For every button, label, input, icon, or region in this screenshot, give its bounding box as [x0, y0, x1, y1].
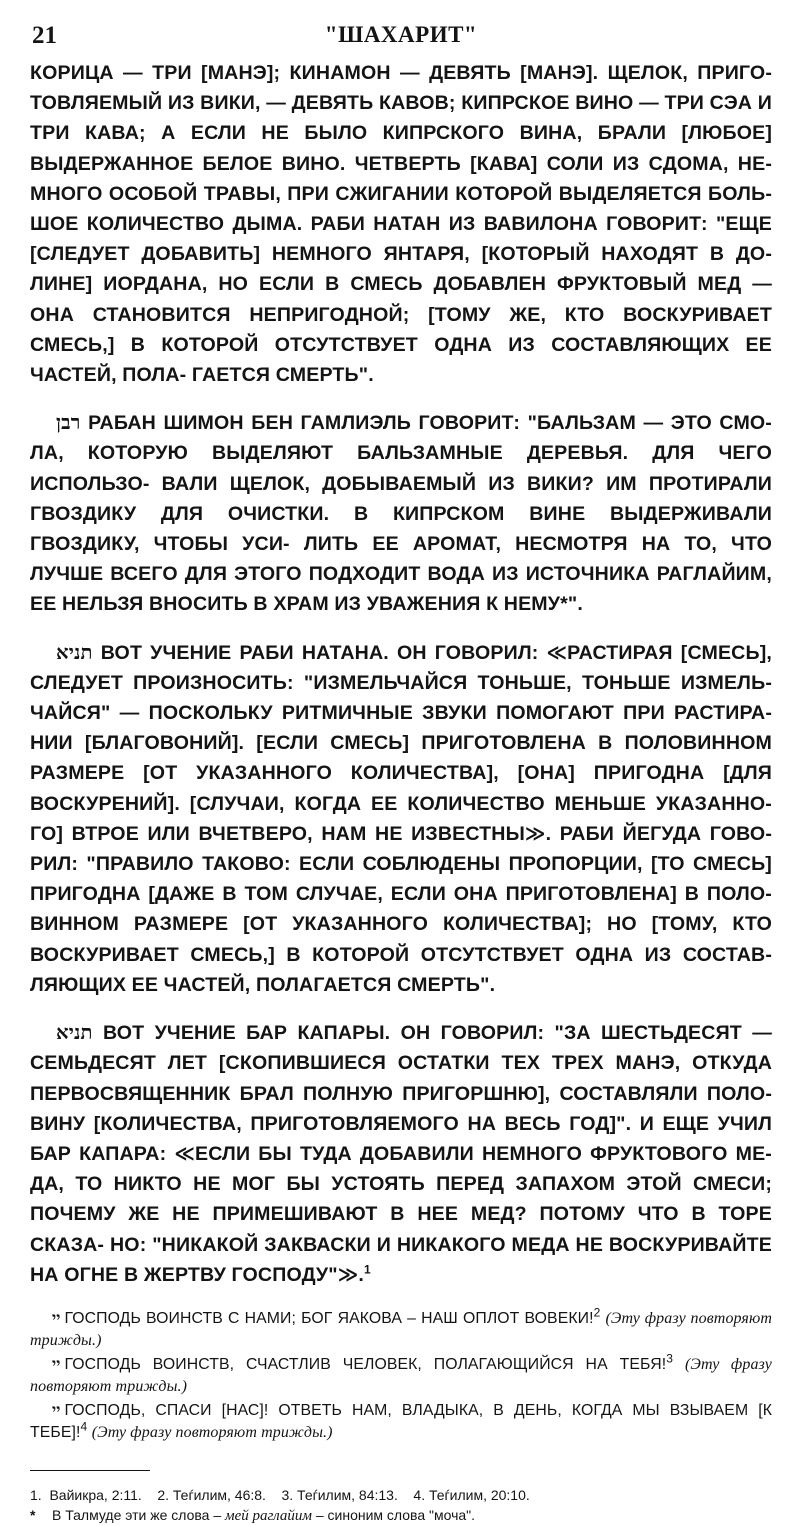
text-line: ЛИНЕ] ИОРДАНА, НО ЕСЛИ В СМЕСЬ ДОБАВЛЕН ФРУКТОВЫЙ МЕД — ОНА: [30, 273, 772, 326]
paragraph-2: [30, 408, 772, 619]
footnote-divider: [30, 1470, 150, 1471]
divine-name-mark: יי: [52, 1401, 61, 1419]
verse-text: ГОСПОДЬ ВОИНСТВ, СЧАСТЛИВ ЧЕЛОВЕК, ПОЛАГАЮЩИЙСЯ НА ТЕБЯ!: [64, 1355, 667, 1373]
text-line: ПЕРВОСВЯЩЕННИК БРАЛ ПОЛНУЮ ПРИГОРШНЮ], СОСТАВЛЯЛИ ПОЛО-: [30, 1082, 772, 1105]
text-line: СТАНОВИТСЯ НЕПРИГОДНОЙ; [ТОМУ ЖЕ, КТО ВОСКУРИВАЕТ СМЕСЬ,] В: [30, 303, 772, 356]
text-line: ШОЕ КОЛИЧЕСТВО ДЫМА. РАБИ НАТАН ИЗ ВАВИЛОНА ГОВОРИТ: "ЕЩЕ: [30, 213, 772, 236]
hebrew-lead-word: רבן: [56, 411, 81, 435]
main-text: [30, 58, 772, 1290]
text-line: ВИНУ [КОЛИЧЕСТВА, ПРИГОТОВЛЯЕМОГО НА ВЕСЬ ГОД]". И ЕЩЕ УЧИЛ: [30, 1112, 772, 1135]
footnote-emphasis: мей раглайим: [225, 1507, 312, 1524]
text-line: РАЗМЕРЕ [ОТ УКАЗАННОГО КОЛИЧЕСТВА], [ОНА] ПРИГОДНА [ДЛЯ: [30, 762, 772, 785]
footnotes: [30, 1485, 772, 1526]
paragraph-3: [30, 638, 772, 1000]
verse-3: [30, 1400, 772, 1444]
text-line: ВАЛИ ЩЕЛОК, ДОБЫВАЕМЫЙ ИЗ ВИКИ? ИМ ПРОТИРАЛИ ГВОЗДИКУ ДЛЯ: [30, 472, 772, 525]
divine-name-mark: יי: [52, 1309, 61, 1327]
text-line: МНОГО ОСОБОЙ ТРАВЫ, ПРИ СЖИГАНИИ КОТОРОЙ ВЫДЕЛЯЕТСЯ БОЛЬ-: [30, 182, 772, 205]
verse-text: ГОСПОДЬ ВОИНСТВ С НАМИ; БОГ ЯАКОВА – НАШ ОПЛОТ ВОВЕКИ!: [64, 1309, 594, 1327]
text-line: ЛА, КОТОРУЮ ВЫДЕЛЯЮТ БАЛЬЗАМНЫЕ ДЕРЕВЬЯ. ДЛЯ ЧЕГО ИСПОЛЬЗО-: [30, 442, 772, 495]
verse-text: ГОСПОДЬ, СПАСИ [НАС]! ОТВЕТЬ НАМ, ВЛАДЫКА, В ДЕНЬ, КОГДА МЫ ВЗЫВАЕМ [К ТЕБЕ]!: [30, 1401, 772, 1441]
paragraph-1: [30, 58, 772, 390]
footnote-star: [30, 1505, 772, 1526]
text-line: НО: "НИКАКОЙ ЗАКВАСКИ И НИКАКОГО МЕДА НЕ ВОСКУРИВАЙТЕ НА: [30, 1233, 772, 1286]
text-line: РАБАН ШИМОН БЕН ГАМЛИЭЛЬ ГОВОРИТ: "БАЛЬЗАМ — ЭТО СМО-: [88, 412, 772, 435]
footnote-ref-3: 3: [666, 1351, 674, 1366]
text-line: ОГНЕ В ЖЕРТВУ ГОСПОДУ"≫.: [64, 1263, 364, 1286]
text-line: ПОДХОДИТ ВОДА ИЗ ИСТОЧНИКА РАГЛАЙИМ, ЕЕ НЕЛЬЗЯ ВНОСИТЬ В: [30, 563, 772, 616]
text-line: СЕМЬДЕСЯТ ЛЕТ [СКОПИВШИЕСЯ ОСТАТКИ ТЕХ ТРЕХ МАНЭ, ОТКУДА: [30, 1052, 772, 1075]
hebrew-lead-word: תניא: [56, 1021, 93, 1045]
verse-instruction: (Эту фразу повторяют трижды.): [30, 1309, 773, 1349]
verse-1: [30, 1305, 773, 1352]
page-number: 21: [32, 22, 57, 49]
text-line: ЛИТЬ ЕЕ АРОМАТ, НЕСМОТРЯ НА ТО, ЧТО ЛУЧШЕ ВСЕГО ДЛЯ ЭТОГО: [30, 533, 772, 586]
text-line: ВОСКУРИВАЕТ СМЕСЬ,] В КОТОРОЙ ОТСУТСТВУЕТ ОДНА ИЗ СОСТАВ-: [30, 943, 772, 966]
text-line: И ТРИ КАВА; А ЕСЛИ НЕ БЫЛО КИПРСКОГО ВИНА, БРАЛИ [ЛЮБОЕ]: [30, 92, 772, 145]
text-line: ХРАМ ИЗ УВАЖЕНИЯ К НЕМУ*".: [273, 593, 583, 616]
paragraph-4: [30, 1018, 772, 1290]
text-line: ЧАЙСЯ" — ПОСКОЛЬКУ РИТМИЧНЫЕ ЗВУКИ ПОМОГАЮТ ПРИ РАСТИРА-: [30, 702, 772, 725]
verses-block: [30, 1305, 773, 1444]
asterisk-mark: *: [30, 1506, 36, 1523]
divine-name-mark: יי: [52, 1355, 61, 1373]
text-line: ВОТ УЧЕНИЕ БАР КАПАРЫ. ОН ГОВОРИЛ: "ЗА ШЕСТЬДЕСЯТ —: [102, 1022, 772, 1045]
running-title: "ШАХАРИТ": [324, 22, 478, 47]
footnote-text: В Талмуде эти же слова –: [52, 1506, 222, 1523]
text-line: КОРИЦА — ТРИ [МАНЭ]; КИНАМОН — ДЕВЯТЬ [МАНЭ]. ЩЕЛОК, ПРИГО-: [30, 62, 772, 84]
text-line: ВОСКУРЕНИЙ]. [СЛУЧАИ, КОГДА ЕЕ КОЛИЧЕСТВО МЕНЬШЕ УКАЗАННО-: [30, 792, 772, 815]
text-line: ПОЧЕМУ ЖЕ НЕ ПРИМЕШИВАЮТ В НЕЕ МЕД? ПОТОМУ ЧТО В ТОРЕ СКАЗА-: [30, 1203, 772, 1256]
text-line: ДА, ТО НИКТО НЕ МОГ БЫ УСТОЯТЬ ПЕРЕД ЗАПАХОМ ЭТОЙ СМЕСИ;: [30, 1173, 772, 1196]
text-line: ГО] ВТРОЕ ИЛИ ВЧЕТВЕРО, НАМ НЕ ИЗВЕСТНЫ≫. РАБИ ЙЕГУДА ГОВО-: [30, 822, 772, 845]
text-line: КОТОРОЙ ОТСУТСТВУЕТ ОДНА ИЗ СОСТАВЛЯЮЩИХ ЕЕ ЧАСТЕЙ, ПОЛА-: [30, 333, 772, 387]
footnote-text: – синоним слова "моча".: [315, 1506, 476, 1523]
page-header: [30, 18, 772, 58]
text-line: ОЧИСТКИ. В КИПРСКОМ ВИНЕ ВЫДЕРЖИВАЛИ ГВОЗДИКУ, ЧТОБЫ УСИ-: [30, 502, 772, 556]
text-line: БАР КАПАРА: ≪ЕСЛИ БЫ ТУДА ДОБАВИЛИ НЕМНОГО ФРУКТОВОГО МЕ-: [30, 1142, 772, 1165]
verse-2: [30, 1351, 772, 1398]
text-line: ВОТ УЧЕНИЕ РАБИ НАТАНА. ОН ГОВОРИЛ: ≪РАСТИРАЯ [СМЕСЬ],: [100, 641, 772, 664]
text-line: ПРИГОДНА [ДАЖЕ В ТОМ СЛУЧАЕ, ЕСЛИ ОНА ПРИГОТОВЛЕНА] В ПОЛО-: [30, 883, 772, 906]
verse-instruction: (Эту фразу повторяют трижды.): [30, 1355, 772, 1395]
text-line: ТОВЛЯЕМЫЙ ИЗ ВИКИ, — ДЕВЯТЬ КАВОВ; КИПРСКОЕ ВИНО — ТРИ СЭА: [30, 92, 753, 115]
text-line: ЛЯЮЩИХ ЕЕ ЧАСТЕЙ, ПОЛАГАЕТСЯ СМЕРТЬ".: [30, 973, 496, 996]
text-line: ВИННОМ РАЗМЕРЕ [ОТ УКАЗАННОГО КОЛИЧЕСТВА]; НО [ТОМУ, КТО: [30, 913, 772, 936]
verse-instruction: (Эту фразу повторяют трижды.): [91, 1423, 333, 1441]
text-line: РИЛ: "ПРАВИЛО ТАКОВО: ЕСЛИ СОБЛЮДЕНЫ ПРОПОРЦИИ, [ТО СМЕСЬ]: [30, 853, 772, 876]
text-line: СЛЕДУЕТ ПРОИЗНОСИТЬ: "ИЗМЕЛЬЧАЙСЯ ТОНЬШЕ, ТОНЬШЕ ИЗМЕЛЬ-: [30, 671, 772, 694]
text-line: ГАЕТСЯ СМЕРТЬ".: [191, 364, 374, 387]
footnote-ref-1: 1: [363, 1262, 371, 1277]
footnote-references: 1. Вайикра, 2:11. 2. Теѓилим, 46:8. 3. Теѓилим, 84:13. 4. Теѓилим, 20:10.: [30, 1486, 530, 1503]
hebrew-lead-word: תניא: [56, 640, 93, 664]
footnote-ref-2: 2: [593, 1305, 601, 1320]
text-line: [СЛЕДУЕТ ДОБАВИТЬ] НЕМНОГО ЯНТАРЯ, [КОТОРЫЙ НАХОДЯТ В ДО-: [30, 243, 772, 266]
text-line: НИИ [БЛАГОВОНИЙ]. [ЕСЛИ СМЕСЬ] ПРИГОТОВЛЕНА В ПОЛОВИННОМ: [30, 732, 772, 755]
footnote-ref-4: 4: [80, 1419, 88, 1434]
text-line: ВЫДЕРЖАННОЕ БЕЛОЕ ВИНО. ЧЕТВЕРТЬ [КАВА] СОЛИ ИЗ СДОМА, НЕ-: [30, 152, 772, 175]
